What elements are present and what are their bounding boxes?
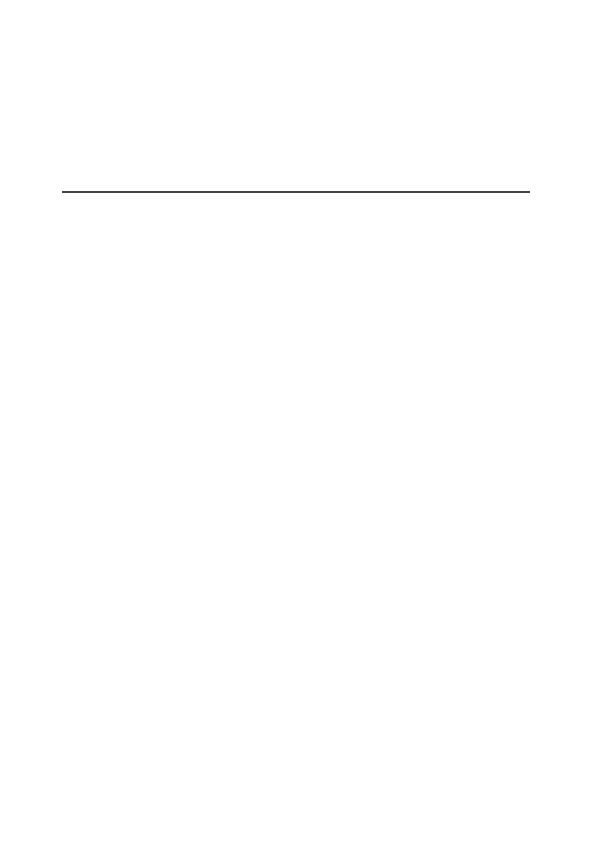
clause-4-1-1 xyxy=(62,523,70,534)
clause-4-2-3 xyxy=(62,668,70,679)
section-2-heading xyxy=(62,284,80,296)
reference-item xyxy=(84,343,144,362)
section-4-2-heading xyxy=(62,596,70,608)
reference-item xyxy=(84,361,154,380)
section-4-heading xyxy=(62,484,80,496)
reference-item xyxy=(84,307,144,326)
section-4-1-heading xyxy=(62,505,70,517)
reference-item xyxy=(84,379,154,398)
header-rule xyxy=(62,191,530,193)
section-3-heading xyxy=(62,402,80,414)
clause-4-2-1 xyxy=(62,614,70,625)
reference-item xyxy=(84,325,144,344)
section-1-heading xyxy=(62,220,80,232)
clause-4-1-2 xyxy=(62,559,70,571)
clause-4-2-2 xyxy=(62,650,70,661)
standard-number xyxy=(370,108,376,120)
